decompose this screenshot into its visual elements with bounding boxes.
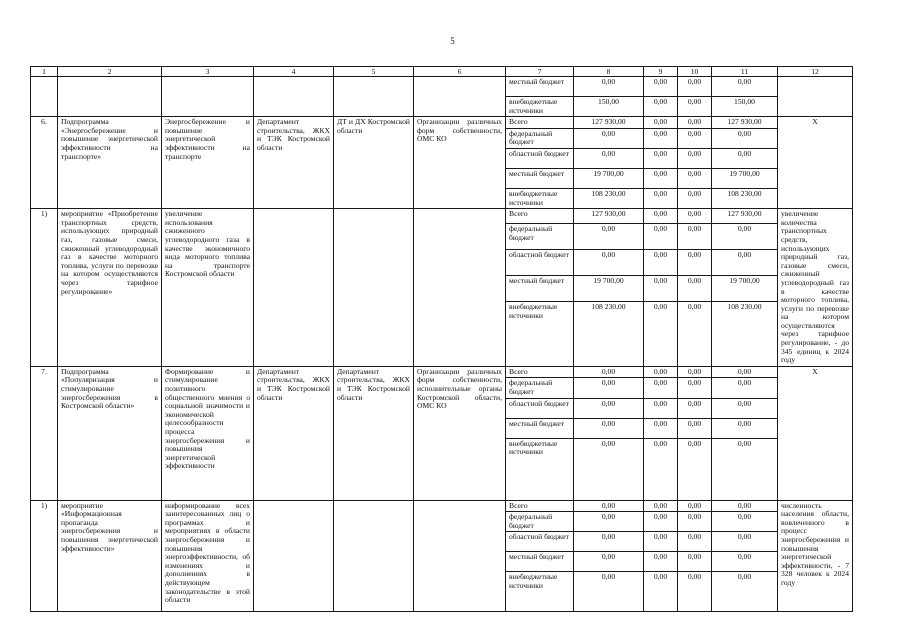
funding-source: федеральный бюджет xyxy=(506,378,574,398)
value-col10: 0,00 xyxy=(678,128,712,148)
header-cell: 7 xyxy=(506,67,574,77)
funding-source: внебюджетные источники xyxy=(506,188,574,208)
goal-cell xyxy=(162,77,254,117)
value-col10: 0,00 xyxy=(678,168,712,188)
executor-cell xyxy=(254,77,334,117)
value-col8: 0,00 xyxy=(574,500,644,512)
value-col9: 0,00 xyxy=(644,378,678,398)
funding-source: областной бюджет xyxy=(506,398,574,418)
funding-source: местный бюджет xyxy=(506,276,574,302)
value-col9: 0,00 xyxy=(644,438,678,500)
value-col8: 0,00 xyxy=(574,532,644,552)
funding-source: местный бюджет xyxy=(506,77,574,97)
value-col9: 0,00 xyxy=(644,148,678,168)
funding-source: внебюджетные источники xyxy=(506,97,574,117)
item-participants xyxy=(414,209,506,367)
funding-source: внебюджетные источники xyxy=(506,438,574,500)
value-col9: 0,00 xyxy=(644,572,678,612)
item-goal: информирование всех заинтересованных лиц о программах и мероприятиях в области энергосбережения и повышения энергоэффективности, об изменениях и дополнениях в действующем законодательстве в этой области xyxy=(162,500,254,612)
value-col10: 0,00 xyxy=(678,188,712,208)
item-executor: Департамент строительства, ЖКХ и ТЭК Костромской области xyxy=(254,117,334,209)
value-col9: 0,00 xyxy=(644,188,678,208)
value-col11: 0,00 xyxy=(712,366,778,378)
value-col8: 0,00 xyxy=(574,128,644,148)
funding-source: федеральный бюджет xyxy=(506,128,574,148)
value-col8: 19 700,00 xyxy=(574,276,644,302)
value-col10: 0,00 xyxy=(678,378,712,398)
value-col11: 0,00 xyxy=(712,224,778,250)
funding-source: внебюджетные источники xyxy=(506,572,574,612)
value-col10: 0,00 xyxy=(678,77,712,97)
value-col8: 0,00 xyxy=(574,398,644,418)
item-number: 1) xyxy=(31,500,58,612)
item-result: увеличение количества транспортных средств, использующих природный газ, газовые смеси, сжиженный углеводородный газ в качестве моторного топлива, услуги по перевозке на котором осуществляются через тарифное регулирование, - до 345 единиц к 2024 году xyxy=(778,209,853,367)
funding-source: федеральный бюджет xyxy=(506,512,574,532)
value-col9: 0,00 xyxy=(644,250,678,276)
item-result: Х xyxy=(778,117,853,209)
funding-source: местный бюджет xyxy=(506,168,574,188)
funding-source: Всего xyxy=(506,500,574,512)
item-name: мероприятие «Приобретение транспортных средств, использующих природный газ, газовые смеси, сжиженный углеводородный газ в качестве моторного топлива, услуги по перевозке на котором осуществляются через тарифное регулирование» xyxy=(58,209,162,367)
value-col11: 108 230,00 xyxy=(712,302,778,367)
value-col10: 0,00 xyxy=(678,532,712,552)
value-col10: 0,00 xyxy=(678,552,712,572)
value-col10: 0,00 xyxy=(678,250,712,276)
funding-source: местный бюджет xyxy=(506,418,574,438)
item-name: Подпрограмма «Энергосбережение и повышение энергетической эффективности на транспорте» xyxy=(58,117,162,209)
value-col9: 0,00 xyxy=(644,302,678,367)
item-coexecutor xyxy=(334,500,414,612)
value-col8: 0,00 xyxy=(574,572,644,612)
item-executor xyxy=(254,209,334,367)
value-col9: 0,00 xyxy=(644,128,678,148)
funding-source: областной бюджет xyxy=(506,532,574,552)
header-row xyxy=(31,67,853,77)
value-col9: 0,00 xyxy=(644,276,678,302)
program-row xyxy=(31,209,853,224)
value-col8: 19 700,00 xyxy=(574,168,644,188)
item-executor: Департамент строительства, ЖКХ и ТЭК Костромской области xyxy=(254,366,334,500)
value-col9: 0,00 xyxy=(644,552,678,572)
value-col11: 0,00 xyxy=(712,438,778,500)
value-col11: 0,00 xyxy=(712,512,778,532)
funding-source: Всего xyxy=(506,366,574,378)
funding-source: областной бюджет xyxy=(506,148,574,168)
header-cell: 2 xyxy=(58,67,162,77)
value-col10: 0,00 xyxy=(678,276,712,302)
funding-source: федеральный бюджет xyxy=(506,224,574,250)
value-col10: 0,00 xyxy=(678,398,712,418)
value-col11: 0,00 xyxy=(712,552,778,572)
value-col11: 0,00 xyxy=(712,500,778,512)
header-cell: 12 xyxy=(778,67,853,77)
value-col9: 0,00 xyxy=(644,366,678,378)
value-col10: 0,00 xyxy=(678,97,712,117)
coexec-cell xyxy=(334,77,414,117)
value-col11: 0,00 xyxy=(712,572,778,612)
value-col9: 0,00 xyxy=(644,418,678,438)
item-goal: увеличение использования сжиженного углеводородного газа в качестве экономичного вида моторного топлива на транспорте Костромской области xyxy=(162,209,254,367)
item-participants: Организации различных форм собственности, исполнительные органы Костромской области, ОМС КО xyxy=(414,366,506,500)
item-executor xyxy=(254,500,334,612)
value-col11: 0,00 xyxy=(712,378,778,398)
value-col9: 0,00 xyxy=(644,500,678,512)
item-goal: Формирование и стимулирование позитивного общественного мнения о социальной значимости и экономической целесообразности процесса энергосбережения и повышения энергетической эффективности xyxy=(162,366,254,500)
item-participants: Организации различных форм собственности, ОМС КО xyxy=(414,117,506,209)
item-number: 1) xyxy=(31,209,58,367)
value-col8: 0,00 xyxy=(574,224,644,250)
value-col10: 0,00 xyxy=(678,302,712,367)
continuation-row xyxy=(31,77,853,97)
value-col9: 0,00 xyxy=(644,224,678,250)
value-col10: 0,00 xyxy=(678,209,712,224)
value-col11: 0,00 xyxy=(712,148,778,168)
value-col9: 0,00 xyxy=(644,398,678,418)
value-col8: 0,00 xyxy=(574,552,644,572)
item-number: 7. xyxy=(31,366,58,500)
value-col11: 0,00 xyxy=(712,77,778,97)
header-cell: 4 xyxy=(254,67,334,77)
funding-source: внебюджетные источники xyxy=(506,302,574,367)
value-col11: 0,00 xyxy=(712,250,778,276)
value-col11: 0,00 xyxy=(712,398,778,418)
value-col9: 0,00 xyxy=(644,97,678,117)
header-cell: 9 xyxy=(644,67,678,77)
value-col11: 0,00 xyxy=(712,418,778,438)
header-cell: 8 xyxy=(574,67,644,77)
value-col8: 0,00 xyxy=(574,418,644,438)
header-cell: 10 xyxy=(678,67,712,77)
value-col11: 0,00 xyxy=(712,532,778,552)
value-col10: 0,00 xyxy=(678,418,712,438)
value-col9: 0,00 xyxy=(644,168,678,188)
header-cell: 11 xyxy=(712,67,778,77)
value-col8: 0,00 xyxy=(574,378,644,398)
value-col8: 108 230,00 xyxy=(574,302,644,367)
program-row xyxy=(31,500,853,512)
header-cell: 5 xyxy=(334,67,414,77)
value-col8: 0,00 xyxy=(574,148,644,168)
value-col8: 0,00 xyxy=(574,438,644,500)
value-col11: 150,00 xyxy=(712,97,778,117)
program-row xyxy=(31,117,853,129)
item-coexecutor xyxy=(334,209,414,367)
participants-cell xyxy=(414,77,506,117)
value-col9: 0,00 xyxy=(644,117,678,129)
value-col9: 0,00 xyxy=(644,77,678,97)
value-col8: 0,00 xyxy=(574,250,644,276)
funding-source: местный бюджет xyxy=(506,552,574,572)
value-col11: 108 230,00 xyxy=(712,188,778,208)
item-goal: Энергосбережение и повышение энергетической эффективности на транспорте xyxy=(162,117,254,209)
item-name: мероприятие «Информационная пропаганда энергосбережения и повышения энергетической эффективности» xyxy=(58,500,162,612)
value-col10: 0,00 xyxy=(678,512,712,532)
value-col11: 19 700,00 xyxy=(712,168,778,188)
value-col10: 0,00 xyxy=(678,224,712,250)
value-col10: 0,00 xyxy=(678,117,712,129)
value-col9: 0,00 xyxy=(644,532,678,552)
value-col11: 127 930,00 xyxy=(712,117,778,129)
item-result: численность населения области, вовлеченного в процесс энергосбережения и повышения энергетической эффективности, - 7 328 человек к 2024 году xyxy=(778,500,853,612)
item-number: 6. xyxy=(31,117,58,209)
name-cell xyxy=(58,77,162,117)
header-cell: 6 xyxy=(414,67,506,77)
value-col9: 0,00 xyxy=(644,512,678,532)
value-col8: 0,00 xyxy=(574,366,644,378)
item-coexecutor: Департамент строительства, ЖКХ и ТЭК Костромской области xyxy=(334,366,414,500)
header-cell: 1 xyxy=(31,67,58,77)
num-cell xyxy=(31,77,58,117)
value-col8: 150,00 xyxy=(574,97,644,117)
value-col10: 0,00 xyxy=(678,438,712,500)
value-col10: 0,00 xyxy=(678,572,712,612)
funding-source: Всего xyxy=(506,209,574,224)
item-result: Х xyxy=(778,366,853,500)
value-col11: 19 700,00 xyxy=(712,276,778,302)
header-cell: 3 xyxy=(162,67,254,77)
value-col11: 0,00 xyxy=(712,128,778,148)
item-name: Подпрограмма «Популяризация и стимулирование энергосбережения в Костромской области» xyxy=(58,366,162,500)
value-col9: 0,00 xyxy=(644,209,678,224)
funding-source: Всего xyxy=(506,117,574,129)
program-row xyxy=(31,366,853,378)
value-col10: 0,00 xyxy=(678,148,712,168)
funding-source: областной бюджет xyxy=(506,250,574,276)
value-col8: 127 930,00 xyxy=(574,209,644,224)
value-col10: 0,00 xyxy=(678,366,712,378)
item-participants xyxy=(414,500,506,612)
value-col8: 108 230,00 xyxy=(574,188,644,208)
result-cell xyxy=(778,77,853,117)
value-col11: 127 930,00 xyxy=(712,209,778,224)
item-coexecutor: ДТ и ДХ Костромской области xyxy=(334,117,414,209)
value-col8: 127 930,00 xyxy=(574,117,644,129)
program-table xyxy=(30,66,853,612)
page-number: 5 xyxy=(450,36,455,46)
value-col8: 0,00 xyxy=(574,512,644,532)
value-col8: 0,00 xyxy=(574,77,644,97)
value-col10: 0,00 xyxy=(678,500,712,512)
